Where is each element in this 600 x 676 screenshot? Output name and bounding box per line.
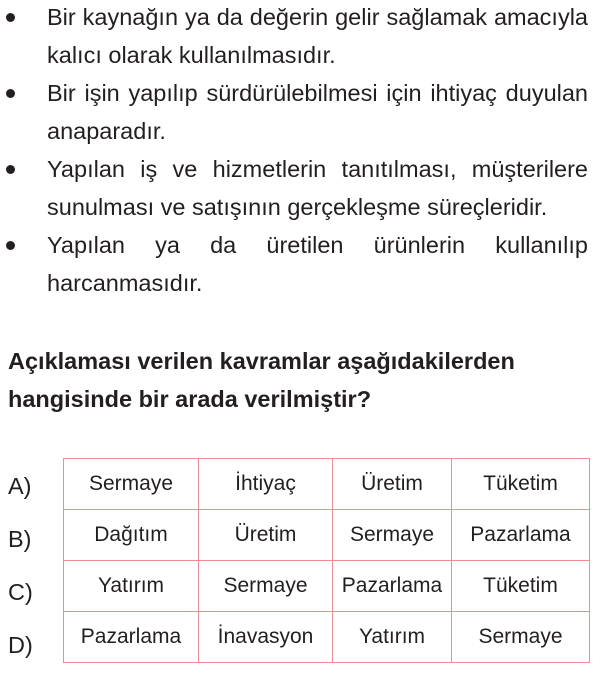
statement-text: Bir işin yapılıp sürdürülebilmesi için ihtiyaç duyulan anaparadır. [47, 80, 588, 144]
table-row[interactable] [64, 612, 590, 663]
bullet-icon [6, 13, 15, 22]
option-letter[interactable]: B) [8, 526, 32, 552]
table-cell: Üretim [333, 459, 452, 510]
answer-table [63, 458, 590, 663]
table-cell: Sermaye [452, 612, 590, 663]
table-row[interactable] [64, 510, 590, 561]
question-text: Açıklaması verilen kavramlar aşağıdakilerden hangisinde bir arada verilmiştir? [8, 348, 515, 412]
table-cell: Tüketim [452, 561, 590, 612]
table-cell: Pazarlama [333, 561, 452, 612]
bullet-icon [6, 89, 15, 98]
statement-item [0, 150, 600, 226]
statement-item [0, 0, 600, 74]
table-cell: İhtiyaç [199, 459, 333, 510]
table-cell: Sermaye [64, 459, 199, 510]
table-cell: Sermaye [333, 510, 452, 561]
bullet-icon [6, 165, 15, 174]
statement-text: Bir kaynağın ya da değerin gelir sağlamak amacıyla kalıcı olarak kullanılmasıdır. [47, 4, 588, 68]
table-row[interactable] [64, 561, 590, 612]
table-cell: Dağıtım [64, 510, 199, 561]
table-cell: Pazarlama [452, 510, 590, 561]
table-cell: Yatırım [333, 612, 452, 663]
table-cell: Üretim [199, 510, 333, 561]
table-cell: Tüketim [452, 459, 590, 510]
statement-item [0, 226, 600, 302]
table-cell: Yatırım [64, 561, 199, 612]
table-row[interactable] [64, 459, 590, 510]
option-letter[interactable]: D) [8, 632, 33, 658]
table-cell: Pazarlama [64, 612, 199, 663]
bullet-icon [6, 241, 15, 250]
statement-list [0, 0, 600, 302]
table-cell: Sermaye [199, 561, 333, 612]
table-cell: İnavasyon [199, 612, 333, 663]
option-letter[interactable]: C) [8, 579, 33, 605]
option-letter[interactable]: A) [8, 473, 32, 499]
statement-item [0, 74, 600, 150]
statement-text: Yapılan iş ve hizmetlerin tanıtılması, müşterilere sunulması ve satışının gerçekleşme süreçleridir. [47, 156, 588, 220]
statement-text: Yapılan ya da üretilen ürünlerin kullanılıp harcanmasıdır. [47, 232, 588, 296]
